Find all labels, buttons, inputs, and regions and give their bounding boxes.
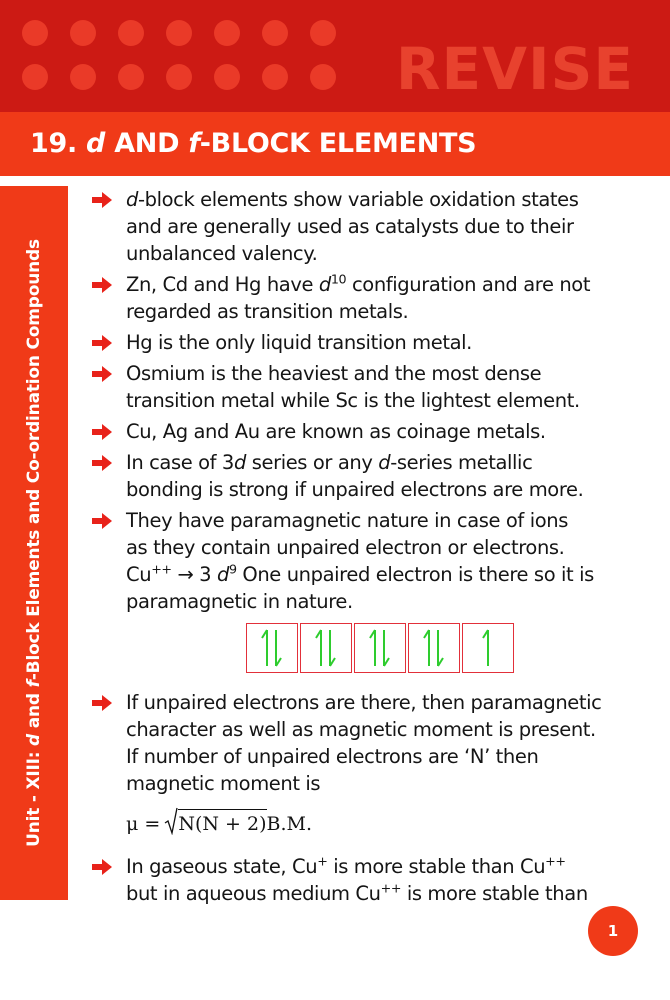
- decorative-dot: [22, 64, 48, 90]
- decorative-dot: [118, 64, 144, 90]
- red-arrow-icon: [90, 190, 114, 210]
- magnetic-moment-formula: μ = N(N + 2)B.M.: [126, 809, 638, 839]
- red-arrow-icon: [90, 511, 114, 531]
- decorative-dot: [214, 64, 240, 90]
- decorative-dot: [166, 64, 192, 90]
- bullet-item: Zn, Cd and Hg have $d^{10}$ configuration and are not regarded as transition metals.: [90, 271, 638, 325]
- orbital-box-paired: [300, 623, 352, 673]
- decorative-dot: [214, 20, 240, 46]
- decorative-dot: [262, 64, 288, 90]
- page-number: 1: [588, 906, 638, 956]
- red-arrow-icon: [90, 364, 114, 384]
- decorative-dot: [118, 20, 144, 46]
- bullet-list: [90, 186, 638, 911]
- unit-label: Unit - XIII: d and f-Block Elements and Co-ordination Compounds: [24, 239, 44, 847]
- bullet-item: They have paramagnetic nature in case of ions as they contain unpaired electron or electrons. Cu++ → 3 $d^9$ One unpaired electron is there so it is paramagnetic in nature.: [90, 507, 638, 615]
- red-arrow-icon: [90, 275, 114, 295]
- up-down-arrows-icon: [355, 624, 405, 672]
- bullet-item: Cu, Ag and Au are known as coinage metals.: [90, 418, 638, 445]
- orbital-box-paired: [354, 623, 406, 673]
- bullet-item: d-block elements show variable oxidation states and are generally used as catalysts due to their unbalanced valency.: [90, 186, 638, 267]
- bullet-item: In case of 3d series or any d-series metallic bonding is strong if unpaired electrons are more.: [90, 449, 638, 503]
- decorative-dot: [262, 20, 288, 46]
- header-banner: [0, 0, 670, 112]
- bullet-item: If unpaired electrons are there, then paramagnetic character as well as magnetic moment is present. If number of unpaired electrons are ‘N’ then magnetic moment is: [90, 689, 638, 797]
- brand-title: REVISE: [395, 35, 634, 103]
- bullet-item: In gaseous state, Cu+ is more stable than Cu++ but in aqueous medium Cu++ is more stable than: [90, 853, 638, 907]
- decorative-dot: [22, 20, 48, 46]
- red-arrow-icon: [90, 422, 114, 442]
- decorative-dot: [70, 64, 96, 90]
- up-down-arrows-icon: [301, 624, 351, 672]
- orbital-box-single: [462, 623, 514, 673]
- radical-sign-icon: [164, 807, 178, 835]
- red-arrow-icon: [90, 333, 114, 353]
- decorative-dot: [70, 20, 96, 46]
- up-arrow-icon: [463, 624, 513, 672]
- chapter-title: 19. d AND f-BLOCK ELEMENTS: [30, 128, 477, 159]
- red-arrow-icon: [90, 857, 114, 877]
- bullet-item: Osmium is the heaviest and the most dense transition metal while Sc is the lightest element.: [90, 360, 638, 414]
- up-down-arrows-icon: [247, 624, 297, 672]
- decorative-dot: [310, 20, 336, 46]
- square-root: N(N + 2): [166, 809, 266, 838]
- orbital-box-paired: [408, 623, 460, 673]
- up-down-arrows-icon: [409, 624, 459, 672]
- decorative-dot: [166, 20, 192, 46]
- orbital-box-diagram: [246, 623, 516, 675]
- bullet-item: Hg is the only liquid transition metal.: [90, 329, 638, 356]
- red-arrow-icon: [90, 453, 114, 473]
- red-arrow-icon: [90, 693, 114, 713]
- decorative-dot: [310, 64, 336, 90]
- orbital-box-paired: [246, 623, 298, 673]
